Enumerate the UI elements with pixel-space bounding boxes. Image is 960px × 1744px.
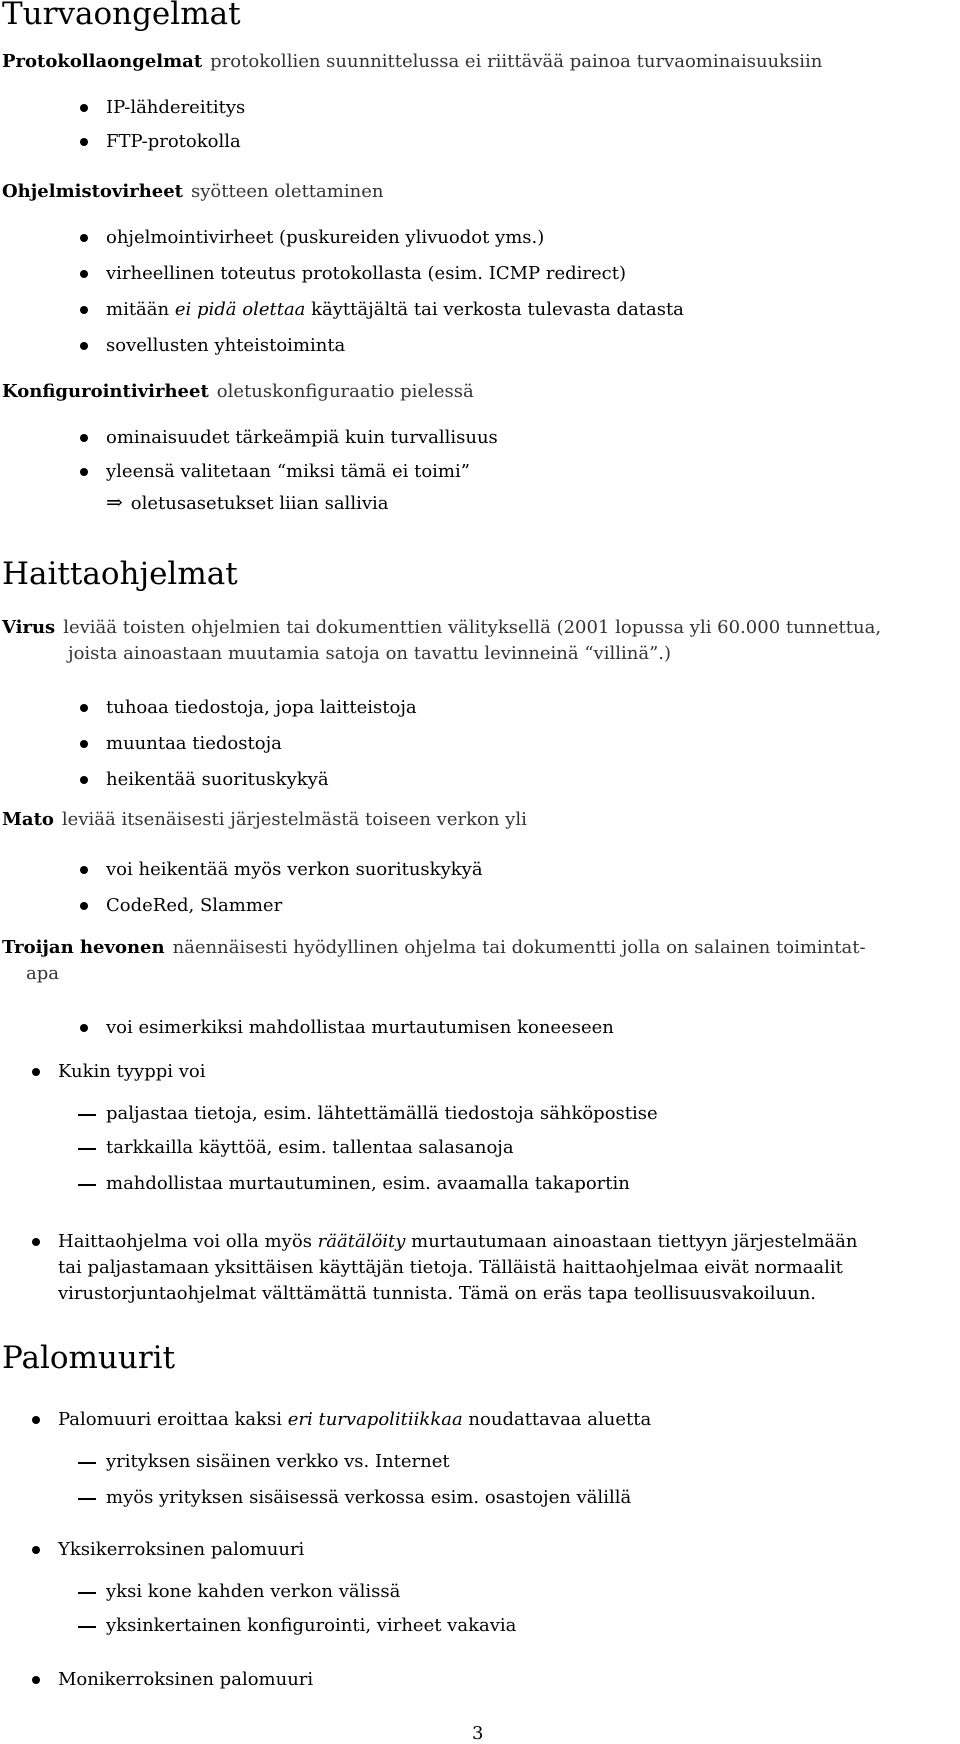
- emphasis-text: ei pidä olettaa: [174, 299, 306, 320]
- bullet-icon: [80, 1024, 88, 1032]
- bullet-icon: [80, 234, 88, 242]
- bullet-icon: [32, 1546, 40, 1554]
- section-title-turvaongelmat: Turvaongelmat: [2, 0, 241, 32]
- bullet-icon: [32, 1238, 40, 1246]
- list-item: FTP-protokolla: [106, 131, 241, 152]
- paragraph-line: virustorjuntaohjelmat välttämättä tunnista. Tämä on eräs tapa teollisuusvakoiluun.: [58, 1283, 817, 1304]
- bullet-icon: [32, 1676, 40, 1684]
- desc-virus-line1: leviää toisten ohjelmien tai dokumenttien välityksellä (2001 lopussa yli 60.000 tunnettua,: [63, 617, 882, 638]
- bullet-icon: [80, 104, 88, 112]
- sub-list-item: myös yrityksen sisäisessä verkossa esim. osastojen välillä: [106, 1487, 632, 1508]
- dash-icon: [78, 1592, 96, 1594]
- text-fragment: mitään: [106, 299, 175, 320]
- dash-icon: [78, 1462, 96, 1464]
- list-item: Monikerroksinen palomuuri: [58, 1669, 314, 1690]
- definition-protokollaongelmat: [2, 50, 822, 74]
- bullet-icon: [80, 740, 88, 748]
- desc-troijan-line1: näennäisesti hyödyllinen ohjelma tai dokumentti jolla on salainen toimintat-: [172, 937, 866, 958]
- desc-ohjelmistovirheet: syötteen olettaminen: [191, 181, 384, 202]
- list-item: tuhoaa tiedostoja, jopa laitteistoja: [106, 697, 417, 718]
- sub-list-item: mahdollistaa murtautuminen, esim. avaamalla takaportin: [106, 1173, 630, 1194]
- list-item: sovellusten yhteistoiminta: [106, 335, 346, 356]
- dash-icon: [78, 1114, 96, 1116]
- dash-icon: [78, 1626, 96, 1628]
- desc-troijan-line2: apa: [26, 963, 59, 984]
- sub-list-item: yrityksen sisäinen verkko vs. Internet: [106, 1451, 450, 1472]
- term-protokollaongelmat: Protokollaongelmat: [2, 51, 203, 72]
- page-number: 3: [472, 1723, 484, 1744]
- sub-list-item: paljastaa tietoja, esim. lähtettämällä tiedostoja sähköpostise: [106, 1103, 658, 1124]
- bullet-icon: [80, 342, 88, 350]
- bullet-icon: [32, 1068, 40, 1076]
- emphasis-text: räätälöity: [317, 1231, 406, 1252]
- list-item: Yksikerroksinen palomuuri: [58, 1539, 305, 1560]
- term-troijan-hevonen: Troijan hevonen: [2, 937, 165, 958]
- desc-konfigurointivirheet: oletuskonfiguraatio pielessä: [216, 381, 474, 402]
- text-fragment: noudattavaa aluetta: [462, 1409, 652, 1430]
- dash-icon: [78, 1148, 96, 1150]
- bullet-icon: [80, 776, 88, 784]
- bullet-icon: [80, 270, 88, 278]
- text-fragment: käyttäjältä tai verkosta tulevasta datasta: [305, 299, 684, 320]
- definition-mato: [2, 808, 527, 832]
- list-item: virheellinen toteutus protokollasta (esim. ICMP redirect): [106, 263, 626, 284]
- implication-line: [106, 490, 389, 516]
- definition-konfigurointivirheet: [2, 380, 474, 404]
- list-item: heikentää suorituskykyä: [106, 769, 329, 790]
- list-item-emphasis: [106, 298, 684, 322]
- dash-icon: [78, 1498, 96, 1500]
- term-ohjelmistovirheet: Ohjelmistovirheet: [2, 181, 183, 202]
- bullet-icon: [80, 138, 88, 146]
- bullet-icon: [80, 866, 88, 874]
- definition-troijan-hevonen: [2, 936, 866, 960]
- text-fragment: murtautumaan ainoastaan tiettyyn järjestelmään: [405, 1231, 858, 1252]
- text-fragment: Haittaohjelma voi olla myös: [58, 1231, 318, 1252]
- list-item: voi esimerkiksi mahdollistaa murtautumisen koneeseen: [106, 1017, 614, 1038]
- bullet-icon: [80, 306, 88, 314]
- bullet-icon: [80, 902, 88, 910]
- sub-list-item: yksi kone kahden verkon välissä: [106, 1581, 401, 1602]
- bullet-icon: [80, 468, 88, 476]
- desc-virus-line2: joista ainoastaan muutamia satoja on tavattu levinneinä “villinä”.): [68, 643, 672, 664]
- list-item: IP-lähdereititys: [106, 97, 246, 118]
- list-item: CodeRed, Slammer: [106, 895, 283, 916]
- emphasis-text: eri turvapolitiikkaa: [287, 1409, 463, 1430]
- implies-arrow-icon: ⇒: [106, 490, 123, 514]
- paragraph-line: [58, 1230, 857, 1254]
- sub-list-item: tarkkailla käyttöä, esim. tallentaa salasanoja: [106, 1137, 514, 1158]
- bullet-icon: [80, 434, 88, 442]
- paragraph-line: tai paljastamaan yksittäisen käyttäjän tietoja. Tälläistä haittaohjelmaa eivät normaalit: [58, 1257, 843, 1278]
- term-konfigurointivirheet: Konfigurointivirheet: [2, 381, 209, 402]
- desc-mato: leviää itsenäisesti järjestelmästä toiseen verkon yli: [61, 809, 527, 830]
- implication-text: oletusasetukset liian sallivia: [130, 493, 389, 514]
- definition-ohjelmistovirheet: [2, 180, 383, 204]
- list-item: muuntaa tiedostoja: [106, 733, 282, 754]
- definition-virus: [2, 616, 881, 640]
- sub-list-item: yksinkertainen konfigurointi, virheet vakavia: [106, 1615, 517, 1636]
- list-item-kukin: Kukin tyyppi voi: [58, 1061, 206, 1082]
- list-item: yleensä valitetaan “miksi tämä ei toimi”: [106, 461, 470, 482]
- bullet-icon: [32, 1416, 40, 1424]
- bullet-icon: [80, 704, 88, 712]
- section-title-haittaohjelmat: Haittaohjelmat: [2, 556, 238, 592]
- list-item: ominaisuudet tärkeämpiä kuin turvallisuus: [106, 427, 498, 448]
- dash-icon: [78, 1184, 96, 1186]
- term-virus: Virus: [2, 617, 56, 638]
- list-item: ohjelmointivirheet (puskureiden ylivuodot yms.): [106, 227, 545, 248]
- section-title-palomuurit: Palomuurit: [2, 1340, 176, 1376]
- desc-protokollaongelmat: protokollien suunnittelussa ei riittävää painoa turvaominaisuuksiin: [210, 51, 823, 72]
- list-item-emphasis: [58, 1408, 651, 1432]
- text-fragment: Palomuuri eroittaa kaksi: [58, 1409, 288, 1430]
- term-mato: Mato: [2, 809, 54, 830]
- list-item: voi heikentää myös verkon suorituskykyä: [106, 859, 483, 880]
